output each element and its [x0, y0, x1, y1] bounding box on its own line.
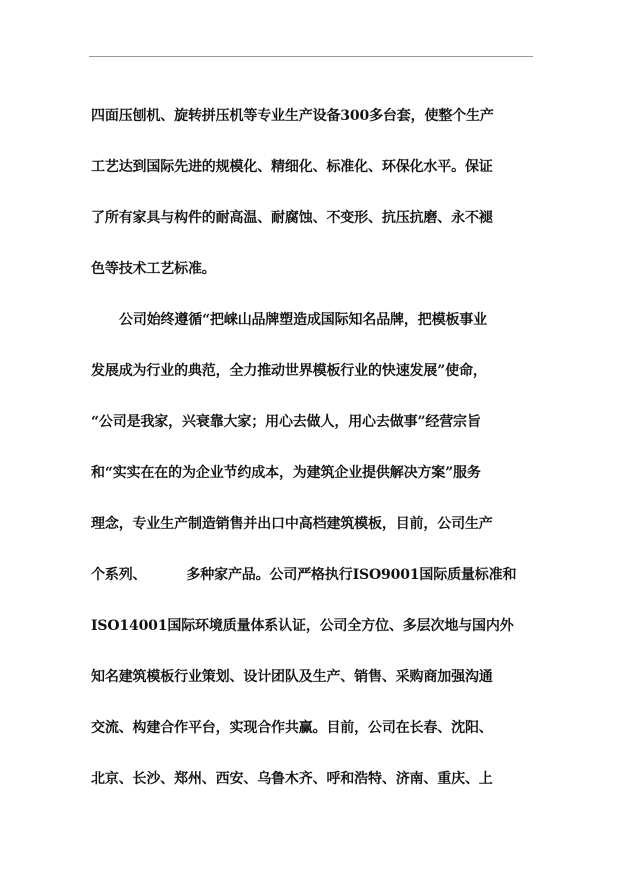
body-line: ISO14001国际环境质量体系认证，公司全方位、多层次地与国内外: [91, 618, 514, 634]
body-line: 交流、构建合作平台，实现合作共赢。目前，公司在长春、沈阳、: [91, 720, 493, 736]
body-line: “公司是我家，兴衰靠大家；用心去做人，用心去做事”经营宗旨: [91, 414, 481, 430]
body-text: 多种家产品。公司严格执行ISO9001国际质量标准和: [186, 567, 517, 583]
body-line: 和“实实在在的为企业节约成本，为建筑企业提供解决方案”服务: [91, 465, 481, 481]
body-line: 了所有家具与构件的耐高温、耐腐蚀、不变形、抗压抗磨、永不褪: [91, 210, 493, 226]
body-text: 个系列、: [91, 567, 147, 583]
body-line: 四面压刨机、旋转拼压机等专业生产设备300多台套，使整个生产: [91, 108, 494, 124]
body-line: 色等技术工艺标准。: [91, 261, 216, 277]
body-line: 北京、长沙、郑州、西安、乌鲁木齐、呼和浩特、济南、重庆、上: [91, 771, 493, 787]
body-line: 理念，专业生产制造销售并出口中高档建筑模板，目前，公司生产: [91, 516, 493, 532]
body-line: 公司始终遵循“把崃山品牌塑造成国际知名品牌，把模板事业: [119, 312, 488, 328]
body-line-with-gap: [91, 566, 521, 584]
body-line: 发展成为行业的典范，全力推动世界模板行业的快速发展”使命，: [91, 363, 487, 379]
body-line: 工艺达到国际先进的规模化、精细化、标准化、环保化水平。保证: [91, 159, 493, 175]
body-line: 知名建筑模板行业策划、设计团队及生产、销售、采购商加强沟通: [91, 669, 493, 685]
header-rule: [89, 56, 533, 57]
